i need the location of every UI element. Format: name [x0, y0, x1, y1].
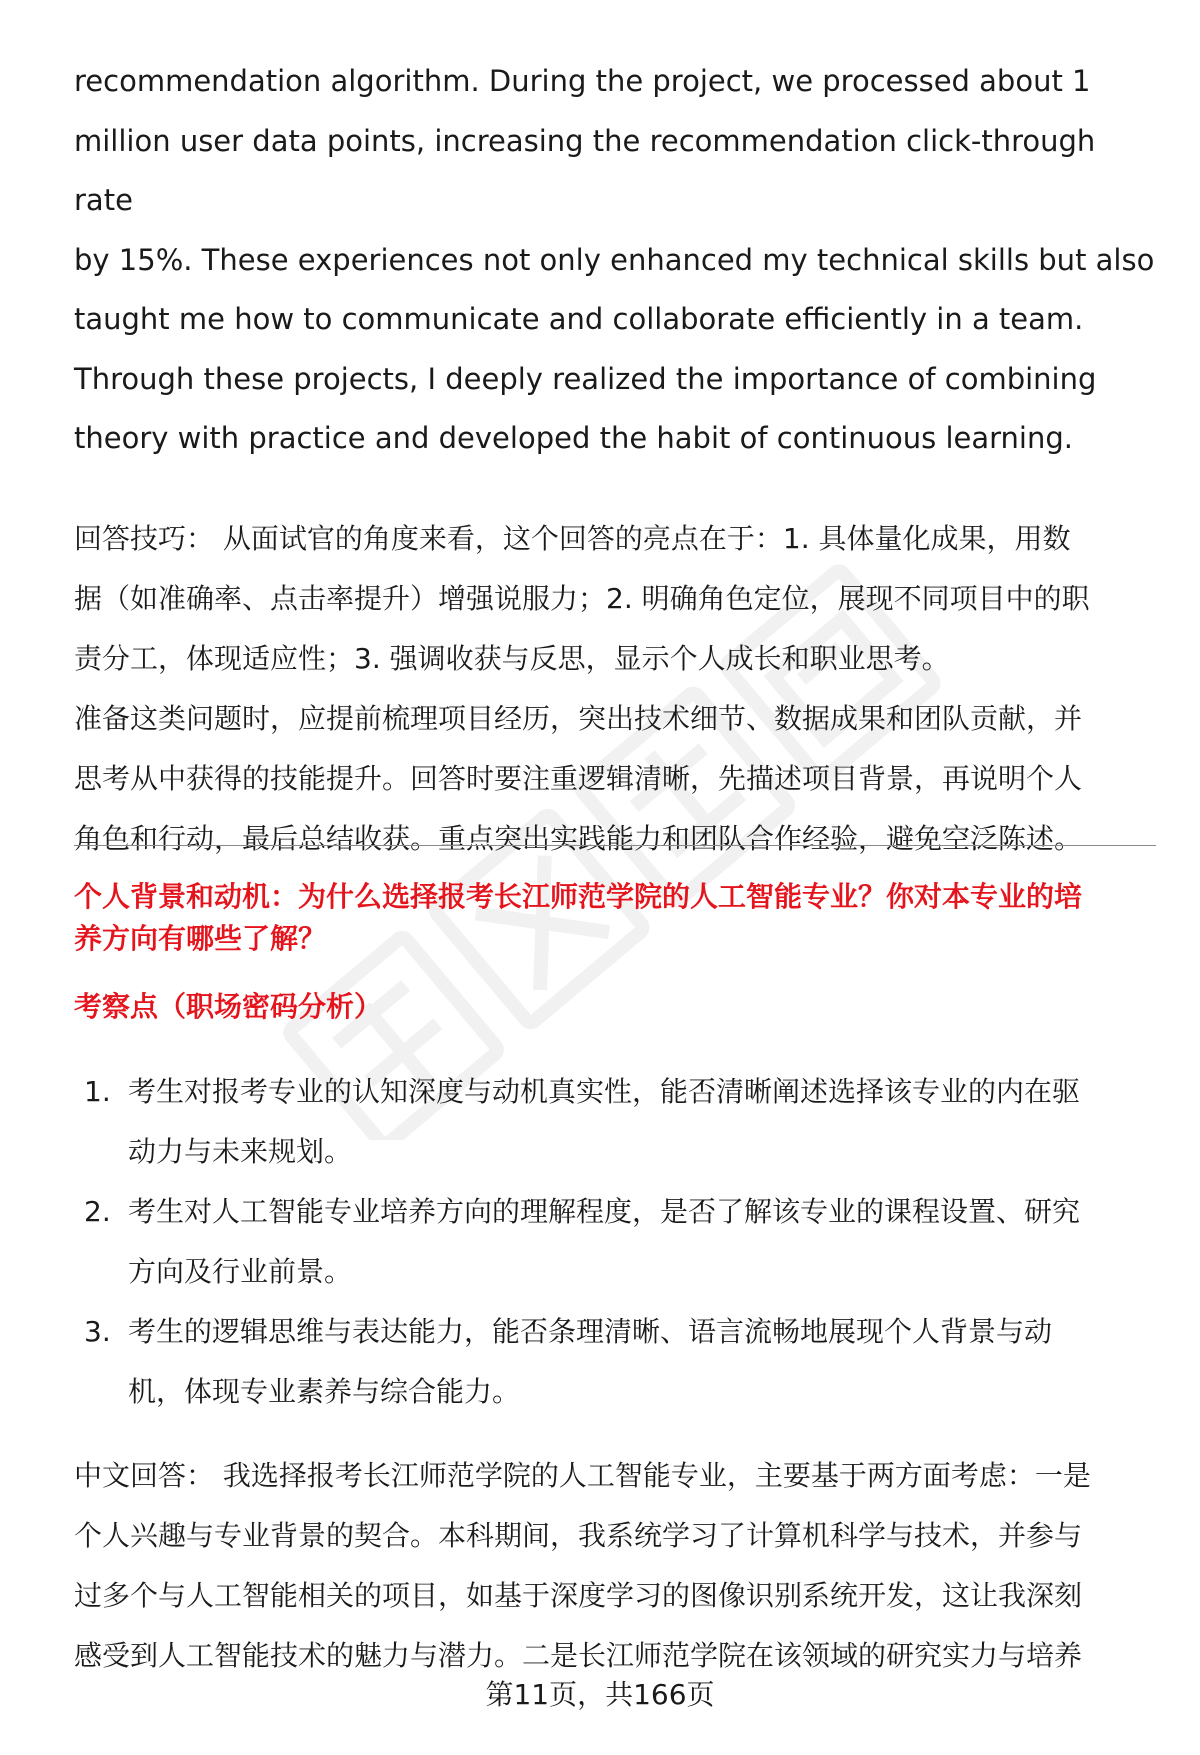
- text-line: 责分工，体现适应性；3. 强调收获与反思，显示个人成长和职业思考。: [74, 641, 950, 675]
- text-line: 角色和行动，最后总结收获。重点突出实践能力和团队合作经验，避免空泛陈述。: [74, 821, 1083, 855]
- list-number: 2.: [84, 1195, 111, 1228]
- text-line: theory with practice and developed the habit of continuous learning.: [74, 421, 1073, 455]
- text-line: 据（如准确率、点击率提升）增强说服力；2. 明确角色定位，展现不同项目中的职: [74, 581, 1090, 615]
- text-line: 准备这类问题时，应提前梳理项目经历，突出技术细节、数据成果和团队贡献，并: [74, 701, 1083, 735]
- text-line: 回答技巧： 从面试官的角度来看，这个回答的亮点在于：1. 具体量化成果，用数: [74, 521, 1071, 555]
- section-divider: [74, 845, 1156, 846]
- list-item: [74, 1182, 1156, 1302]
- page-content: [74, 52, 1156, 869]
- text-line: million user data points, increasing the recommendation click-through rate: [74, 123, 1096, 217]
- exam-points-list: [74, 1062, 1156, 1422]
- list-number: 1.: [84, 1075, 111, 1108]
- text-line: by 15%. These experiences not only enhanced my technical skills but also: [74, 242, 1155, 277]
- list-text: 方向及行业前景。: [128, 1255, 353, 1288]
- text-line: 过多个与人工智能相关的项目，如基于深度学习的图像识别系统开发，这让我深刻: [74, 1579, 1083, 1612]
- english-answer-paragraph: [74, 52, 1156, 469]
- list-text: 考生对报考专业的认知深度与动机真实性，能否清晰阐述选择该专业的内在驱: [128, 1075, 1081, 1108]
- page-number-footer: 第11页，共166页: [485, 1678, 715, 1711]
- chinese-answer-paragraph: [74, 1446, 1156, 1686]
- list-text: 考生的逻辑思维与表达能力，能否条理清晰、语言流畅地展现个人背景与动: [128, 1315, 1053, 1348]
- list-item: [74, 1062, 1156, 1182]
- exam-points-heading: 考察点（职场密码分析）: [74, 990, 383, 1023]
- text-line: 中文回答： 我选择报考长江师范学院的人工智能专业，主要基于两方面考虑：一是: [74, 1459, 1091, 1492]
- text-line: Through these projects, I deeply realized the importance of combining: [74, 361, 1097, 396]
- question-line: 个人背景和动机：为什么选择报考长江师范学院的人工智能专业？你对本专业的培: [74, 880, 1083, 913]
- text-line: taught me how to communicate and collaborate efficiently in a team.: [74, 302, 1084, 336]
- question-heading: [74, 876, 1156, 960]
- text-line: 思考从中获得的技能提升。回答时要注重逻辑清晰，先描述项目背景，再说明个人: [74, 761, 1083, 795]
- text-line: 个人兴趣与专业背景的契合。本科期间，我系统学习了计算机科学与技术，并参与: [74, 1519, 1083, 1552]
- answer-tips-paragraph: [74, 509, 1156, 869]
- list-text: 动力与未来规划。: [128, 1135, 353, 1168]
- list-text: 考生对人工智能专业培养方向的理解程度，是否了解该专业的课程设置、研究: [128, 1195, 1081, 1228]
- list-text: 机，体现专业素养与综合能力。: [128, 1375, 521, 1408]
- list-number: 3.: [84, 1315, 111, 1348]
- text-line: 感受到人工智能技术的魅力与潜力。二是长江师范学院在该领域的研究实力与培养: [74, 1639, 1083, 1672]
- question-line: 养方向有哪些了解？: [74, 922, 327, 955]
- text-line: recommendation algorithm. During the project, we processed about 1: [74, 64, 1091, 98]
- list-item: [74, 1302, 1156, 1422]
